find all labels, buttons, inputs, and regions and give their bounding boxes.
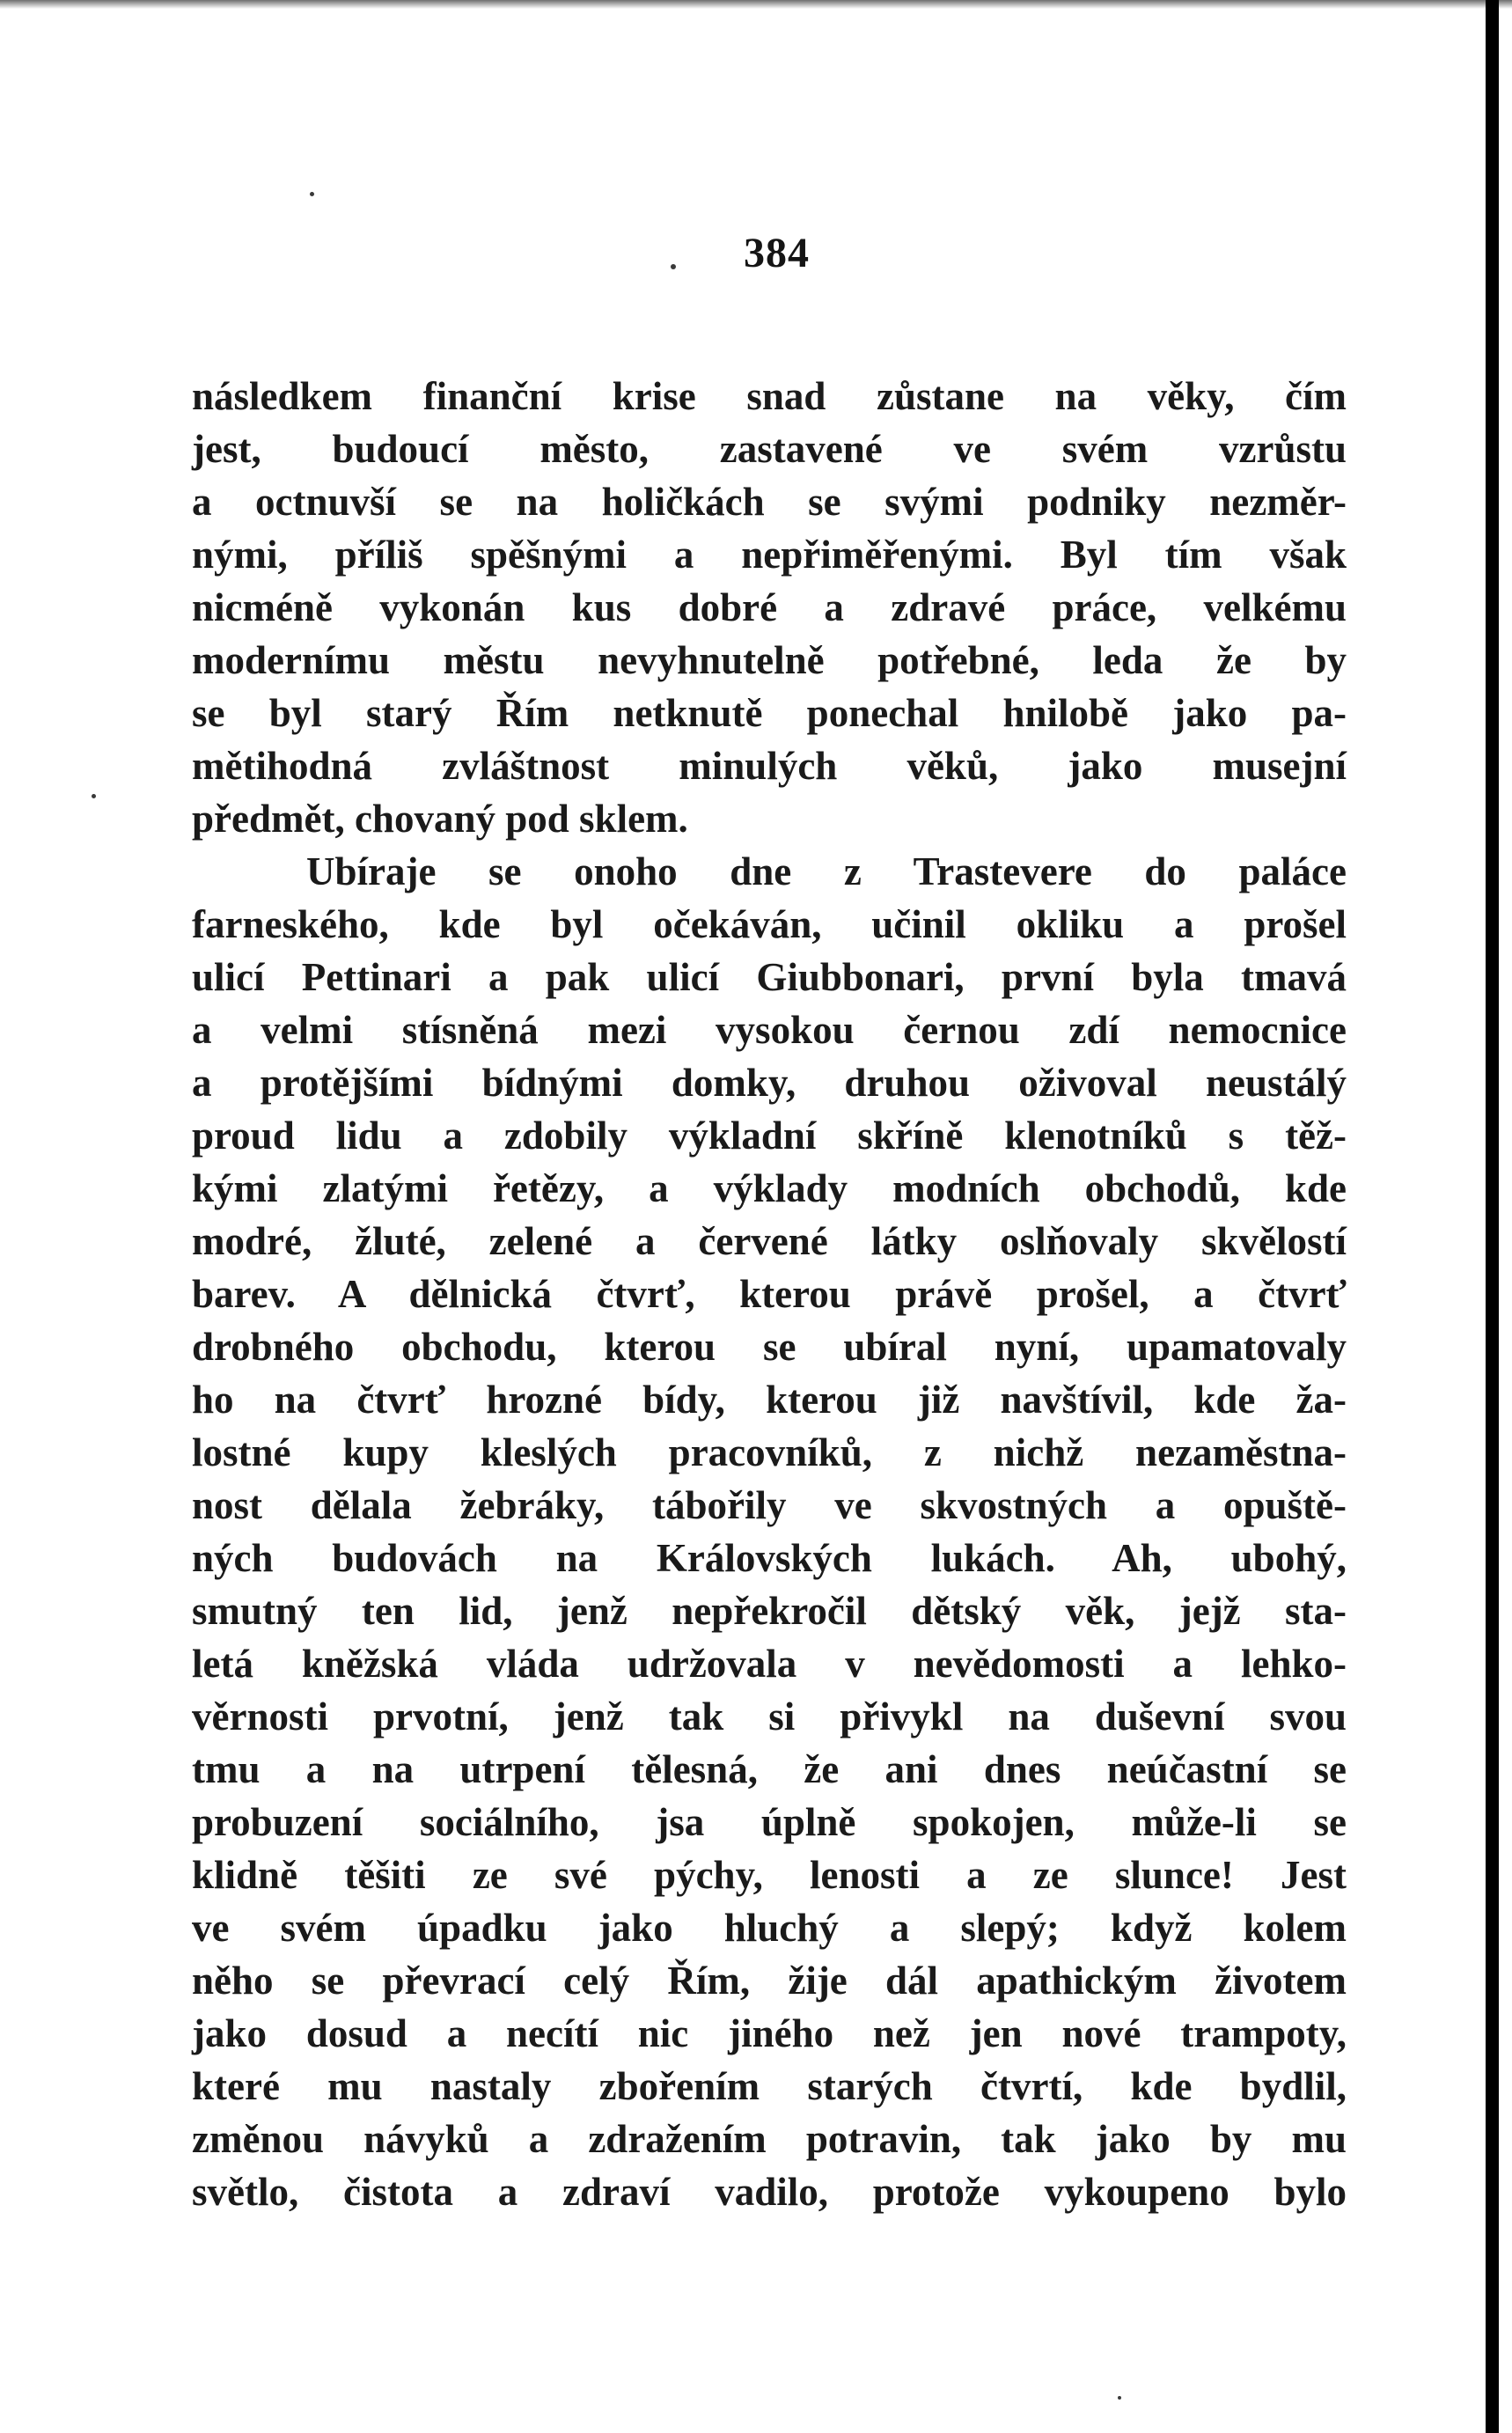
- scan-speck: [310, 192, 314, 196]
- text-line: klidně těšiti ze své pýchy, lenosti a ze slunce! Jest: [192, 1853, 1347, 1897]
- text-line: mětihodná zvláštnost minulých věků, jako musejní: [192, 744, 1347, 788]
- text-line: které mu nastaly zbořením starých čtvrtí, kde bydlil,: [192, 2064, 1347, 2108]
- scan-right-border: [1486, 0, 1499, 2433]
- text-line: ných budovách na Královských lukách. Ah, ubohý,: [192, 1536, 1347, 1580]
- text-line: lostné kupy kleslých pracovníků, z nichž nezaměstna-: [192, 1430, 1347, 1474]
- text-line: letá kněžská vláda udržovala v nevědomosti a lehko-: [192, 1642, 1347, 1686]
- text-line: a velmi stísněná mezi vysokou černou zdí nemocnice: [192, 1008, 1347, 1052]
- text-line: ho na čtvrť hrozné bídy, kterou již navštívil, kde ža-: [192, 1378, 1347, 1422]
- text-line: světlo, čistota a zdraví vadilo, protože vykoupeno bylo: [192, 2170, 1347, 2214]
- text-line: a protějšími bídnými domky, druhou oživoval neustálý: [192, 1061, 1347, 1105]
- text-line: probuzení sociálního, jsa úplně spokojen, může-li se: [192, 1800, 1347, 1844]
- text-line: a octnuvší se na holičkách se svými podniky nezměr-: [192, 480, 1347, 524]
- text-line: změnou návyků a zdražením potravin, tak jako by mu: [192, 2117, 1347, 2161]
- body-text: [192, 370, 1347, 2218]
- text-line: ulicí Pettinari a pak ulicí Giubbonari, první byla tmavá: [192, 955, 1347, 999]
- text-line: nými, příliš spěšnými a nepřiměřenými. Byl tím však: [192, 533, 1347, 577]
- text-line: proud lidu a zdobily výkladní skříně klenotníků s těž-: [192, 1114, 1347, 1158]
- text-line: modré, žluté, zelené a červené látky oslňovaly skvělostí: [192, 1219, 1347, 1263]
- scan-top-edge: [0, 0, 1512, 9]
- text-line: kými zlatými řetězy, a výklady modních obchodů, kde: [192, 1166, 1347, 1210]
- text-line: barev. A dělnická čtvrť, kterou právě prošel, a čtvrť: [192, 1272, 1347, 1316]
- text-line: drobného obchodu, kterou se ubíral nyní, upamatovaly: [192, 1325, 1347, 1369]
- text-line: modernímu městu nevyhnutelně potřebné, leda že by: [192, 638, 1347, 682]
- text-line: věrnosti prvotní, jenž tak si přivykl na duševní svou: [192, 1694, 1347, 1738]
- text-line: jest, budoucí město, zastavené ve svém vzrůstu: [192, 427, 1347, 471]
- text-line: nost dělala žebráky, tábořily ve skvostných a opuště-: [192, 1483, 1347, 1527]
- text-line: smutný ten lid, jenž nepřekročil dětský věk, jejž sta-: [192, 1589, 1347, 1633]
- scan-speck: [92, 794, 96, 798]
- text-line: následkem finanční krise snad zůstane na věky, čím: [192, 374, 1347, 418]
- text-line: se byl starý Řím netknutě ponechal hnilobě jako pa-: [192, 691, 1347, 735]
- text-line: ve svém úpadku jako hluchý a slepý; když kolem: [192, 1906, 1347, 1950]
- paragraph-end-line: předmět, chovaný pod sklem.: [192, 797, 688, 841]
- text-line: nicméně vykonán kus dobré a zdravé práce, velkému: [192, 585, 1347, 629]
- scan-speck: [1118, 2396, 1121, 2400]
- page-number: 384: [744, 230, 810, 276]
- text-line: jako dosud a necítí nic jiného než jen nové trampoty,: [192, 2011, 1347, 2055]
- text-line: farneského, kde byl očekáván, učinil okliku a prošel: [192, 902, 1347, 946]
- text-line: tmu a na utrpení tělesná, že ani dnes neúčastní se: [192, 1747, 1347, 1791]
- paragraph-start-line: Ubíraje se onoho dne z Trastevere do paláce: [306, 849, 1347, 893]
- text-line: něho se převrací celý Řím, žije dál apathickým životem: [192, 1959, 1347, 2003]
